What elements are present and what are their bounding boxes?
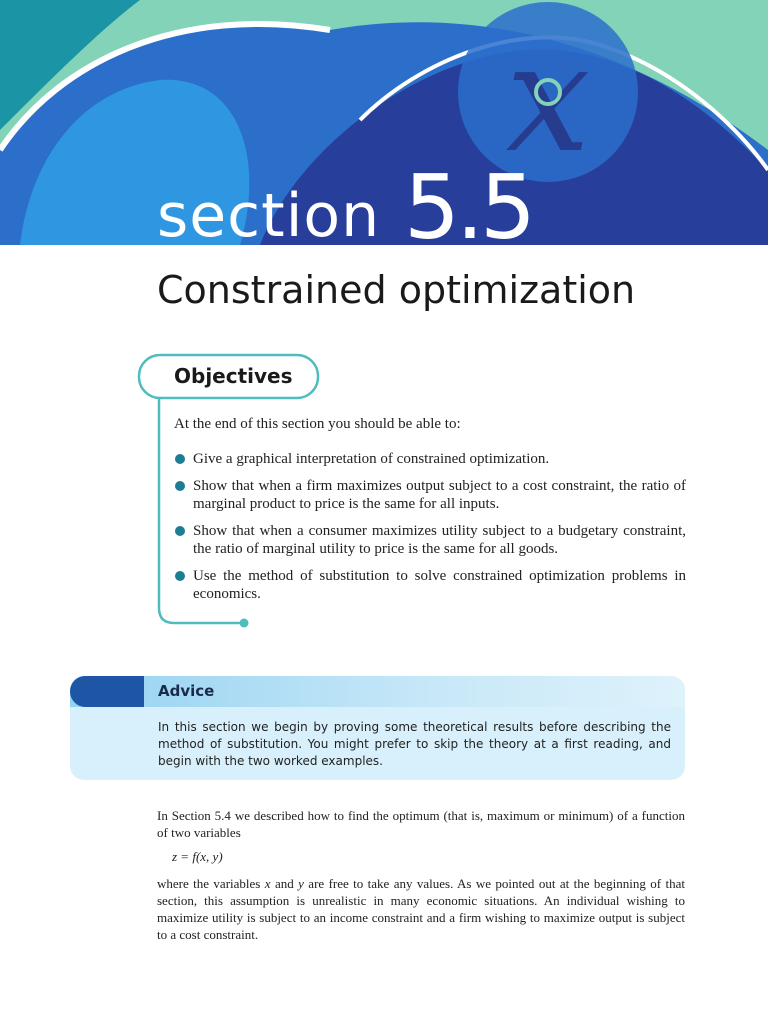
list-item [174, 522, 686, 558]
equation: z = f(x, y) [172, 849, 223, 864]
advice-text: In this section we begin by proving some theoretical results before describing the method of substitution. You might prefer to skip the theory at a first reading, and begin with the two worked examples. [158, 720, 671, 768]
list-item [174, 477, 686, 513]
objectives-label: Objectives [174, 364, 293, 388]
objective-text: Use the method of substitution to solve constrained optimization problems in economics. [193, 568, 686, 602]
variable-x: x [264, 876, 271, 891]
section-word: section [157, 181, 381, 251]
banner-artwork [0, 0, 768, 251]
page-title: Constrained optimization [157, 268, 636, 312]
bullet-icon [175, 481, 185, 491]
text-segment: and [270, 876, 299, 891]
body-paragraph-1: In Section 5.4 we described how to find the optimum (that is, maximum or minimum) of a function of two variables [157, 808, 685, 840]
advice-tab [70, 676, 144, 707]
body-paragraph-2 [157, 875, 685, 943]
list-item [174, 567, 686, 603]
objective-text: Give a graphical interpretation of constrained optimization. [193, 451, 550, 467]
objectives-list [174, 450, 686, 612]
objective-text: Show that when a firm maximizes output subject to a cost constraint, the ratio of marginal product to price is the same for all inputs. [193, 478, 686, 512]
objectives-intro: At the end of this section you should be able to: [174, 416, 461, 432]
x-letter-icon: x [505, 12, 591, 186]
bullet-icon [175, 454, 185, 464]
advice-title: Advice [158, 682, 215, 700]
text-segment: are free to take any values. As we pointed out at the beginning of that section, this assumption is unrealistic in many economic situations. An individual wishing to maximize utility is subject to an income constraint and a firm wishing to maximize output is subject to a cost constraint. [157, 876, 686, 942]
bullet-icon [175, 526, 185, 536]
variable-y: y [298, 876, 304, 891]
objective-text: Show that when a consumer maximizes utility subject to a budgetary constraint, the ratio of marginal utility to price is the same for all goods. [193, 523, 686, 557]
chapter-banner [0, 0, 768, 251]
text-segment: where the variables [157, 876, 265, 891]
bullet-icon [175, 571, 185, 581]
list-item [174, 450, 686, 468]
section-number: 5.5 [404, 156, 532, 259]
